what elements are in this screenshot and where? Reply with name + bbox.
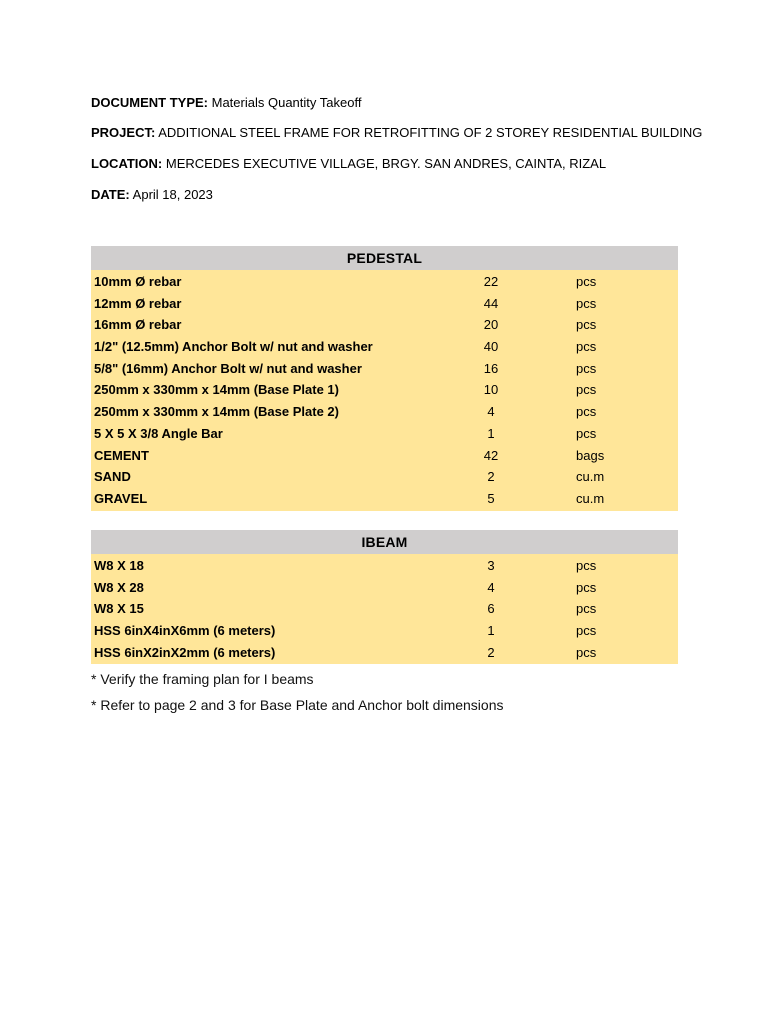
item-name: HSS 6inX4inX6mm (6 meters) <box>94 623 276 639</box>
doc-type-value: Materials Quantity Takeoff <box>211 95 362 110</box>
item-name: GRAVEL <box>94 490 148 506</box>
pedestal-table-title: PEDESTAL <box>91 246 678 270</box>
table-row <box>91 488 678 510</box>
note-framing-plan: * Verify the framing plan for I beams <box>91 671 314 687</box>
pedestal-table <box>91 246 678 511</box>
location-line <box>91 156 606 172</box>
item-quantity: 44 <box>483 295 499 311</box>
item-quantity: 1 <box>487 623 495 639</box>
item-name: 250mm x 330mm x 14mm (Base Plate 1) <box>94 382 339 398</box>
ibeam-table <box>91 530 678 664</box>
item-quantity: 4 <box>487 579 495 595</box>
item-unit: pcs <box>576 360 597 376</box>
note-base-plate-reference: * Refer to page 2 and 3 for Base Plate and Anchor bolt dimensions <box>91 697 504 713</box>
table-row <box>91 293 678 315</box>
item-quantity: 10 <box>483 382 499 398</box>
table-row <box>91 423 678 445</box>
item-quantity: 2 <box>487 644 495 660</box>
item-unit: cu.m <box>576 469 605 485</box>
item-unit: pcs <box>576 644 597 660</box>
item-name: 5/8" (16mm) Anchor Bolt w/ nut and washer <box>94 360 362 376</box>
table-row <box>91 271 678 293</box>
item-unit: pcs <box>576 601 597 617</box>
item-quantity: 5 <box>487 490 495 506</box>
item-unit: pcs <box>576 382 597 398</box>
date-line <box>91 187 213 203</box>
item-name: W8 X 28 <box>94 579 144 595</box>
item-quantity: 4 <box>487 404 495 420</box>
location-label: LOCATION: <box>91 156 163 171</box>
table-row <box>91 577 678 599</box>
item-name: 16mm Ø rebar <box>94 317 182 333</box>
item-name: W8 X 18 <box>94 558 144 573</box>
project-label: PROJECT: <box>91 125 156 140</box>
item-quantity: 40 <box>483 339 499 355</box>
item-quantity: 42 <box>483 447 499 463</box>
item-unit: cu.m <box>576 490 605 506</box>
location-value: MERCEDES EXECUTIVE VILLAGE, BRGY. SAN ANDRES, CAINTA, RIZAL <box>165 156 607 171</box>
table-row <box>91 466 678 488</box>
item-quantity: 1 <box>487 425 495 441</box>
item-name: HSS 6inX2inX2mm (6 meters) <box>94 644 276 660</box>
item-quantity: 20 <box>483 317 499 333</box>
item-name: 10mm Ø rebar <box>94 274 182 289</box>
table-row <box>91 598 678 620</box>
ibeam-table-body <box>91 554 678 664</box>
table-row <box>91 314 678 336</box>
date-value: April 18, 2023 <box>132 187 213 202</box>
item-unit: pcs <box>576 425 597 441</box>
item-unit: pcs <box>576 317 597 333</box>
ibeam-table-title: IBEAM <box>91 530 678 554</box>
item-unit: pcs <box>576 558 597 573</box>
item-name: SAND <box>94 469 131 485</box>
item-unit: pcs <box>576 339 597 355</box>
doc-type-label: DOCUMENT TYPE: <box>91 95 208 110</box>
item-name: 12mm Ø rebar <box>94 295 182 311</box>
item-name: 1/2" (12.5mm) Anchor Bolt w/ nut and washer <box>94 339 373 355</box>
item-unit: pcs <box>576 623 597 639</box>
pedestal-table-body <box>91 270 678 511</box>
item-name: CEMENT <box>94 447 149 463</box>
item-quantity: 16 <box>483 360 499 376</box>
item-quantity: 6 <box>487 601 495 617</box>
table-row <box>91 445 678 467</box>
item-quantity: 22 <box>483 274 499 289</box>
table-row <box>91 620 678 642</box>
item-name: 5 X 5 X 3/8 Angle Bar <box>94 425 223 441</box>
item-quantity: 2 <box>487 469 495 485</box>
doc-type-line <box>91 95 361 111</box>
item-unit: pcs <box>576 274 597 289</box>
table-row <box>91 379 678 401</box>
item-unit: pcs <box>576 295 597 311</box>
table-row <box>91 642 678 664</box>
table-row <box>91 555 678 577</box>
table-row <box>91 336 678 358</box>
item-unit: pcs <box>576 404 597 420</box>
table-row <box>91 401 678 423</box>
project-value: ADDITIONAL STEEL FRAME FOR RETROFITTING OF 2 STOREY RESIDENTIAL BUILDING <box>158 125 703 140</box>
project-line <box>91 125 702 141</box>
date-label: DATE: <box>91 187 130 202</box>
item-quantity: 3 <box>487 558 495 573</box>
table-row <box>91 358 678 380</box>
item-unit: pcs <box>576 579 597 595</box>
item-name: W8 X 15 <box>94 601 144 617</box>
item-name: 250mm x 330mm x 14mm (Base Plate 2) <box>94 404 339 420</box>
item-unit: bags <box>576 447 605 463</box>
